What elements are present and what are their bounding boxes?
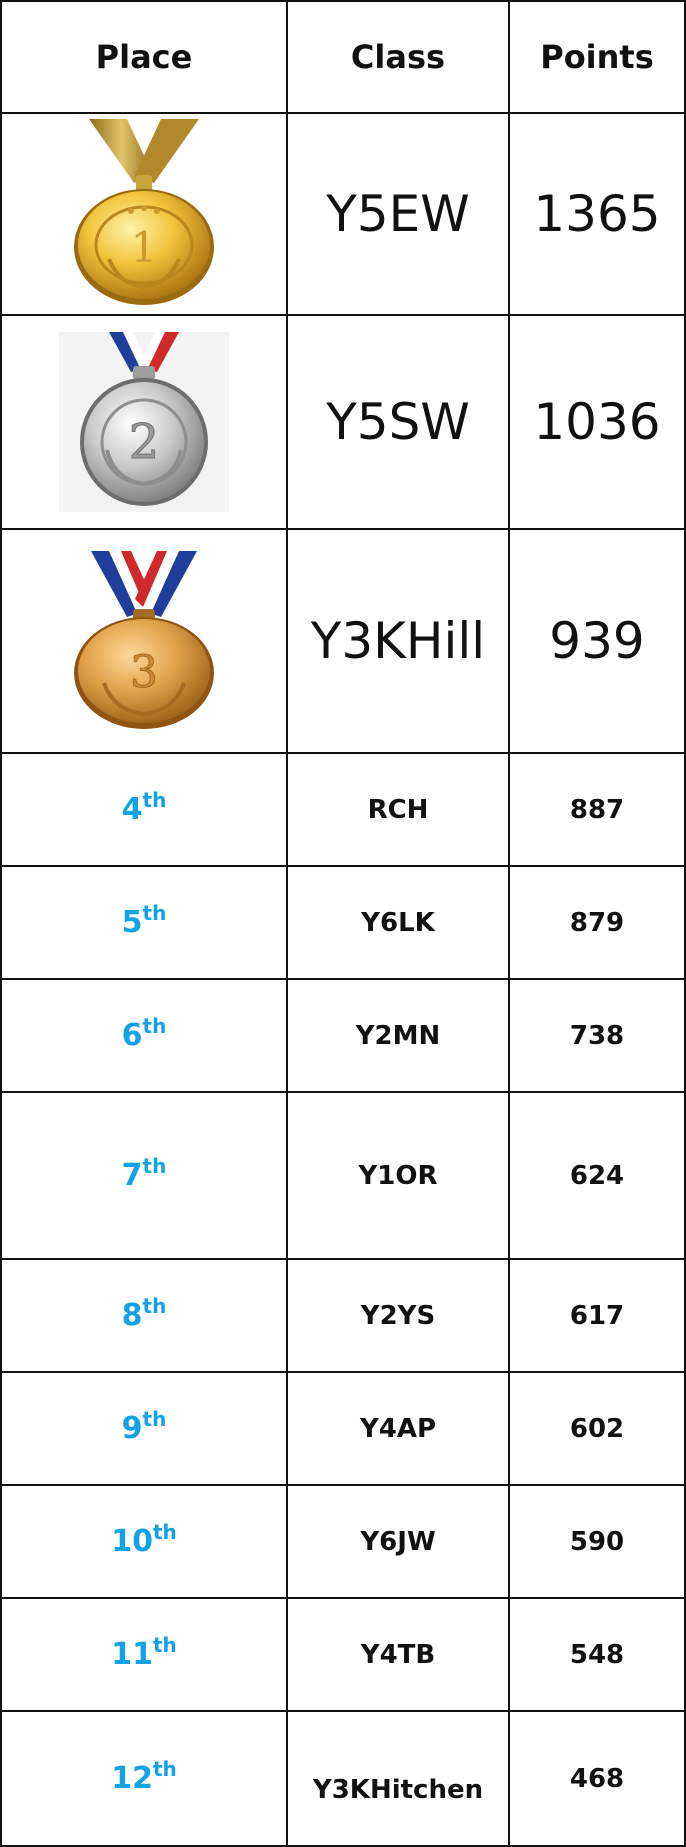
place-cell [1, 866, 287, 979]
class-cell: Y6JW [287, 1485, 509, 1598]
rank-label: 4th [121, 788, 167, 827]
place-cell [1, 315, 287, 529]
place-cell [1, 113, 287, 315]
place-cell [1, 529, 287, 753]
class-cell: Y4AP [287, 1372, 509, 1485]
place-cell [1, 1372, 287, 1485]
place-cell [1, 979, 287, 1092]
gold-medal-icon [69, 119, 219, 309]
place-cell [1, 1092, 287, 1259]
points-cell: 879 [509, 866, 685, 979]
table-row [1, 1485, 685, 1598]
place-column-header: Place [1, 1, 287, 113]
table-row [1, 529, 685, 753]
points-cell: 468 [509, 1711, 685, 1846]
class-cell: Y3KHitchen [287, 1711, 509, 1846]
rank-label: 11th [111, 1633, 177, 1672]
rank-label: 5th [121, 901, 167, 940]
class-cell: RCH [287, 753, 509, 866]
rank-label: 12th [111, 1757, 177, 1796]
svg-text:1: 1 [130, 223, 158, 272]
points-cell: 617 [509, 1259, 685, 1372]
svg-text:2: 2 [128, 414, 160, 470]
place-cell [1, 1711, 287, 1846]
class-cell: Y2YS [287, 1259, 509, 1372]
points-cell: 624 [509, 1092, 685, 1259]
table-row [1, 113, 685, 315]
table-row [1, 866, 685, 979]
class-cell: Y2MN [287, 979, 509, 1092]
place-cell [1, 1259, 287, 1372]
class-cell: Y3KHill [287, 529, 509, 753]
points-cell: 887 [509, 753, 685, 866]
rank-label: 8th [121, 1294, 167, 1333]
table-row [1, 979, 685, 1092]
rank-label: 9th [121, 1407, 167, 1446]
points-cell: 1036 [509, 315, 685, 529]
table-row [1, 1092, 685, 1259]
class-cell: Y6LK [287, 866, 509, 979]
points-cell: 1365 [509, 113, 685, 315]
place-cell [1, 1485, 287, 1598]
table-row [1, 1598, 685, 1711]
table-row [1, 753, 685, 866]
bronze-medal-icon [69, 551, 219, 731]
place-cell [1, 1598, 287, 1711]
table-row [1, 315, 685, 529]
rank-label: 10th [111, 1520, 177, 1559]
table-row [1, 1711, 685, 1846]
points-cell: 548 [509, 1598, 685, 1711]
rank-label: 6th [121, 1014, 167, 1053]
table-row [1, 1259, 685, 1372]
class-cell: Y4TB [287, 1598, 509, 1711]
rank-label: 7th [121, 1154, 167, 1193]
points-cell: 602 [509, 1372, 685, 1485]
silver-medal-icon [59, 332, 229, 512]
class-cell: Y1OR [287, 1092, 509, 1259]
points-cell: 590 [509, 1485, 685, 1598]
svg-text:3: 3 [130, 647, 158, 698]
table-row [1, 1372, 685, 1485]
points-column-header: Points [509, 1, 685, 113]
class-cell: Y5SW [287, 315, 509, 529]
place-cell [1, 753, 287, 866]
table-header-row [1, 1, 685, 113]
points-cell: 738 [509, 979, 685, 1092]
points-cell: 939 [509, 529, 685, 753]
class-cell: Y5EW [287, 113, 509, 315]
class-column-header: Class [287, 1, 509, 113]
